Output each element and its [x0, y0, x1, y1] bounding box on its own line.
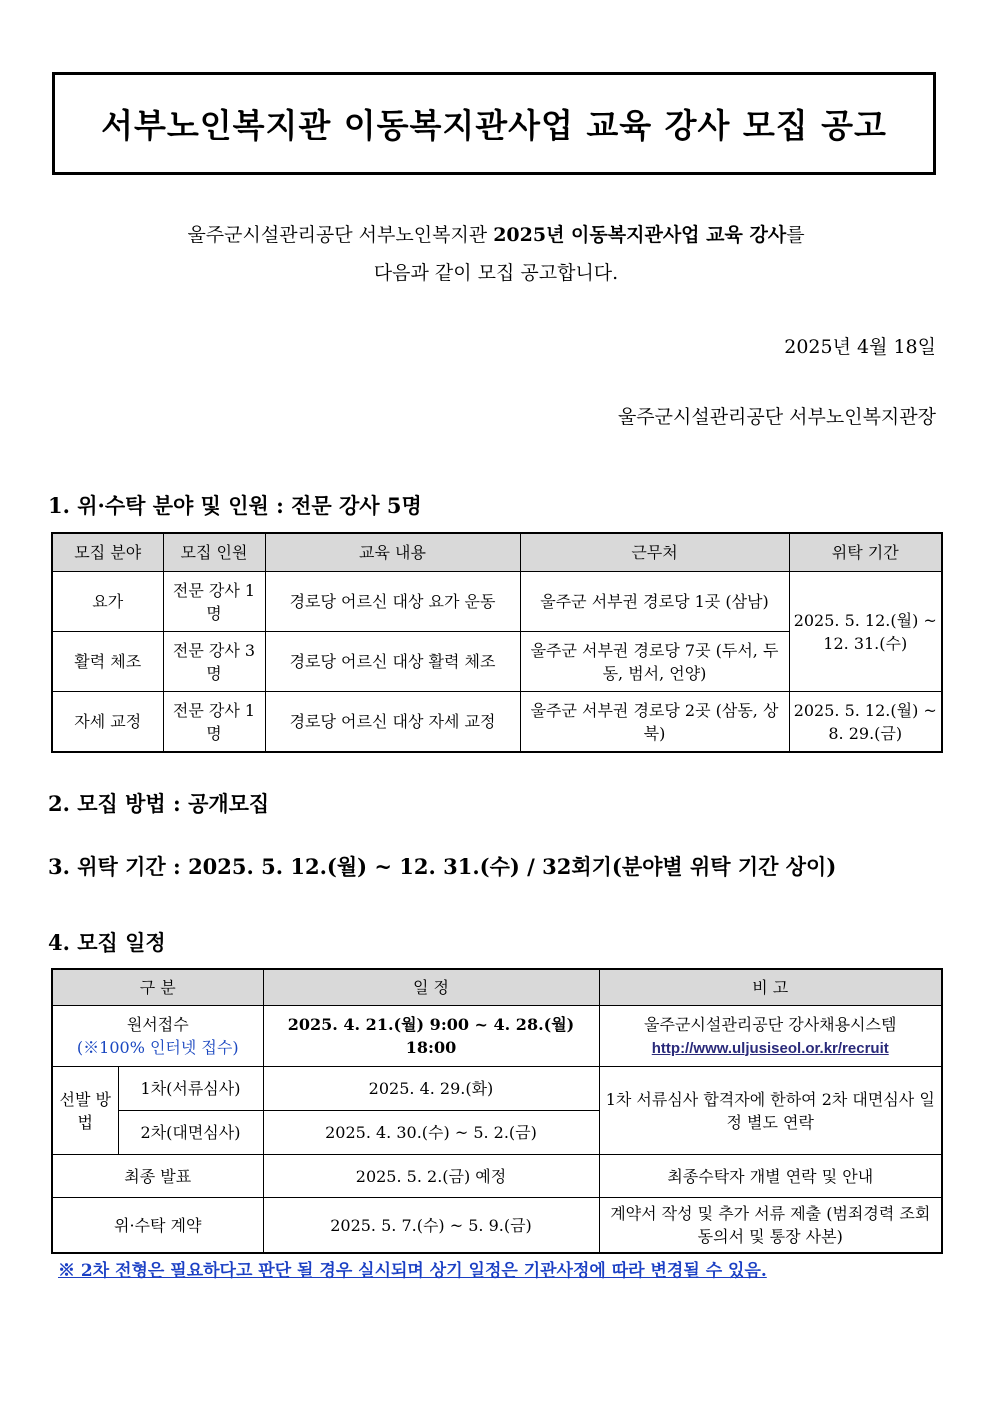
header-schedule: 일 정 — [263, 969, 599, 1006]
intro-suffix: 를 — [786, 224, 805, 246]
contract-date: 2025. 5. 7.(수) ~ 5. 9.(금) — [263, 1198, 599, 1254]
field-cell: 활력 체조 — [52, 632, 163, 692]
count-cell: 전문 강사 1명 — [163, 692, 265, 753]
schedule-note: ※ 2차 전형은 필요하다고 판단 될 경우 실시되며 상기 일정은 기관사정에 따라 변경될 수 있음. — [58, 1261, 767, 1281]
period-cell: 2025. 5. 12.(월) ~ 12. 31.(수) — [789, 572, 942, 692]
title-box — [52, 72, 936, 175]
content-cell: 경로당 어르신 대상 요가 운동 — [265, 572, 520, 632]
apply-note-cell — [599, 1006, 942, 1067]
select-label: 선발 방법 — [52, 1067, 118, 1155]
apply-sub: (※100% 인터넷 접수) — [76, 1038, 239, 1057]
section-3-heading: 3. 위탁 기간 : 2025. 5. 12.(월) ~ 12. 31.(수) / 32회기(분야별 위탁 기간 상이) — [48, 854, 837, 879]
content-cell: 경로당 어르신 대상 활력 체조 — [265, 632, 520, 692]
intro-emphasis: 2025년 이동복지관사업 교육 강사 — [493, 224, 787, 246]
header-field: 모집 분야 — [52, 533, 163, 572]
field-cell: 자세 교정 — [52, 692, 163, 753]
place-cell: 울주군 서부권 경로당 2곳 (삼동, 상북) — [520, 692, 789, 753]
stage2-date: 2025. 4. 30.(수) ~ 5. 2.(금) — [263, 1111, 599, 1155]
table-header-row — [52, 969, 942, 1006]
apply-cell — [52, 1006, 263, 1067]
intro-line-2: 다음과 같이 모집 공고합니다. — [373, 262, 619, 284]
recruitment-table — [51, 532, 943, 753]
intro-text: 울주군시설관리공단 서부노인복지관 — [187, 224, 494, 246]
recruit-link[interactable]: http://www.uljusiseol.or.kr/recruit — [651, 1039, 889, 1057]
stage2-label: 2차(대면심사) — [118, 1111, 263, 1155]
section-2-heading: 2. 모집 방법 : 공개모집 — [48, 791, 270, 816]
table-header-row — [52, 533, 942, 572]
table-row — [52, 572, 942, 632]
period-cell: 2025. 5. 12.(월) ~ 8. 29.(금) — [789, 692, 942, 753]
stage1-date: 2025. 4. 29.(화) — [263, 1067, 599, 1111]
intro-line-1 — [52, 220, 940, 247]
field-cell: 요가 — [52, 572, 163, 632]
table-row — [52, 692, 942, 753]
count-cell: 전문 강사 3명 — [163, 632, 265, 692]
apply-note: 울주군시설관리공단 강사채용시스템 — [644, 1014, 897, 1034]
place-cell: 울주군 서부권 경로당 7곳 (두서, 두동, 범서, 언양) — [520, 632, 789, 692]
place-cell: 울주군 서부권 경로당 1곳 (삼남) — [520, 572, 789, 632]
header-content: 교육 내용 — [265, 533, 520, 572]
select-note: 1차 서류심사 합격자에 한하여 2차 대면심사 일정 별도 연락 — [599, 1067, 942, 1155]
content-cell: 경로당 어르신 대상 자세 교정 — [265, 692, 520, 753]
table-row — [52, 1155, 942, 1198]
section-1-heading: 1. 위·수탁 분야 및 인원 : 전문 강사 5명 — [48, 493, 422, 518]
header-count: 모집 인원 — [163, 533, 265, 572]
apply-label: 원서접수 — [126, 1015, 189, 1034]
header-place: 근무처 — [520, 533, 789, 572]
table-row — [52, 1198, 942, 1254]
table-row — [52, 1067, 942, 1111]
organization-signature: 울주군시설관리공단 서부노인복지관장 — [617, 406, 936, 428]
header-category: 구 분 — [52, 969, 263, 1006]
section-4-heading: 4. 모집 일정 — [48, 930, 166, 955]
contract-label: 위·수탁 계약 — [52, 1198, 263, 1254]
final-date: 2025. 5. 2.(금) 예정 — [263, 1155, 599, 1198]
stage1-label: 1차(서류심사) — [118, 1067, 263, 1111]
apply-date: 2025. 4. 21.(월) 9:00 ~ 4. 28.(월) 18:00 — [263, 1006, 599, 1067]
table-row — [52, 1006, 942, 1067]
count-cell: 전문 강사 1명 — [163, 572, 265, 632]
page-title: 서부노인복지관 이동복지관사업 교육 강사 모집 공고 — [101, 106, 887, 145]
final-label: 최종 발표 — [52, 1155, 263, 1198]
schedule-table — [51, 968, 943, 1254]
announcement-date: 2025년 4월 18일 — [784, 336, 936, 358]
contract-note: 계약서 작성 및 추가 서류 제출 (범죄경력 조회 동의서 및 통장 사본) — [599, 1198, 942, 1254]
final-note: 최종수탁자 개별 연락 및 안내 — [599, 1155, 942, 1198]
header-remarks: 비 고 — [599, 969, 942, 1006]
header-period: 위탁 기간 — [789, 533, 942, 572]
